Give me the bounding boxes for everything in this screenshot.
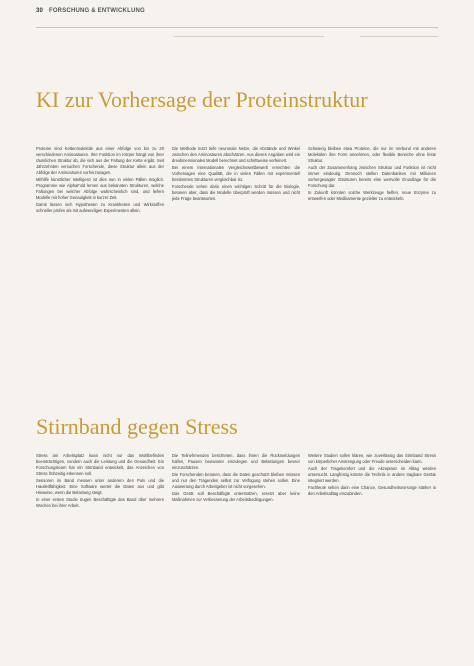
page-number: 30 xyxy=(36,8,44,14)
paragraph: Bei einem internationalen Vergleichswettbewerb erreichten die Vorhersagen eine Qualität, die in vielen Fällen mit experimentell bestimmten Strukturen vergleichbar ist. xyxy=(172,165,300,183)
paragraph: Damit lassen sich Hypothesen zu Krankheiten und Wirkstoffen schneller prüfen als mit aufwendigen Experimenten allein. xyxy=(36,202,164,214)
article1-column-2 xyxy=(172,146,300,372)
paragraph: Auch der Tragekomfort und die Akzeptanz im Alltag werden untersucht. Langfristig könnte die Technik in andere tragbare Geräte integriert werden. xyxy=(308,466,436,484)
paragraph: Weitere Studien sollen klären, wie zuverlässig das Stirnband Stress von körperlicher Anstrengung oder Freude unterscheiden kann. xyxy=(308,453,436,465)
paragraph: Die Teilnehmenden berichteten, dass ihnen die Rückmeldungen halfen, Pausen bewusster einzulegen und Belastungen besser einzuschätzen. xyxy=(172,453,300,471)
paragraph: Proteine sind Kettenmoleküle aus einer Abfolge von bis zu 20 verschiedenen Aminosäuren. Ihre Funktion im Körper hängt von ihrer räumlichen Struktur ab, die sich aus der Faltung der Kette ergibt. Seit Jahrzehnten versuchen Forschende, diese Struktur allein aus der Abfolge der Aminosäuren vorherzusagen. xyxy=(36,146,164,176)
section-title: FORSCHUNG & ENTWICKLUNG xyxy=(48,8,145,14)
article1-column-3 xyxy=(308,146,436,372)
paragraph: Sensoren im Band messen unter anderem den Puls und die Hautleitfähigkeit. Eine Software wertet die Daten aus und gibt Hinweise, wenn die Belastung steigt. xyxy=(36,478,164,496)
article2-column-1 xyxy=(36,453,164,646)
paragraph: Die Methode nutzt tiefe neuronale Netze, die Abstände und Winkel zwischen den Aminosäuren abschätzen. Aus diesen Angaben wird ein dreidimensionales Modell berechnet und schrittweise verfeinert. xyxy=(172,146,300,164)
paragraph: Forschende sehen darin einen wichtigen Schritt für die Biologie, betonen aber, dass die Modelle überprüft werden müssen und nicht jede Frage beantworten. xyxy=(172,184,300,202)
paragraph: Die Forschenden betonen, dass die Daten geschützt bleiben müssen und nur den Tragenden selbst zur Verfügung stehen sollen. Eine Auswertung durch Arbeitgeber ist nicht vorgesehen. xyxy=(172,472,300,490)
page-header xyxy=(36,8,438,22)
paragraph: Mithilfe künstlicher Intelligenz ist dies nun in vielen Fällen möglich. Programme wie AlphaFold lernen aus bekannten Strukturen, welche Faltungen bei welcher Abfolge wahrscheinlich sind, und liefern Modelle mit hoher Genauigkeit in kurzer Zeit. xyxy=(36,177,164,201)
article-headline-stress: Stirnband gegen Stress xyxy=(36,414,238,439)
paragraph: Das Gerät soll Beschäftigte unterstützen, ersetzt aber keine Maßnahmen zur Verbesserung der Arbeitsbedingungen. xyxy=(172,491,300,503)
paragraph: Auch der Zusammenhang zwischen Struktur und Funktion ist nicht immer eindeutig. Dennoch stellen Datenbanken mit Millionen vorhergesagter Strukturen bereits eine wertvolle Grundlage für die Forschung dar. xyxy=(308,165,436,189)
article2-column-2 xyxy=(172,453,300,646)
article1-column-1 xyxy=(36,146,164,372)
paragraph: In einer ersten Studie trugen Beschäftigte das Band über mehrere Wochen bei ihrer Arbeit. xyxy=(36,497,164,509)
paragraph: Fachleute sehen darin eine Chance, Gesundheitsvorsorge stärker in den Arbeitsalltag einzubinden. xyxy=(308,485,436,497)
header-divider-short-right xyxy=(360,36,438,37)
header-divider xyxy=(36,27,438,28)
article-headline-protein: KI zur Vorhersage der Proteinstruktur xyxy=(36,87,368,112)
paragraph: In Zukunft könnten solche Werkzeuge helfen, neue Enzyme zu entwerfen oder Medikamente gezielter zu entwickeln. xyxy=(308,190,436,202)
paragraph: Stress am Arbeitsplatz kann nicht nur das Wohlbefinden beeinträchtigen, sondern auch die Leistung und die Gesundheit. Ein Forschungsteam hat ein Stirnband entwickelt, das Anzeichen von Stress frühzeitig erkennen soll. xyxy=(36,453,164,477)
header-divider-short xyxy=(174,36,324,37)
paragraph: Schwierig bleiben etwa Proteine, die nur im Verbund mit anderen Molekülen ihre Form annehmen, oder flexible Bereiche ohne feste Struktur. xyxy=(308,146,436,164)
article2-column-3 xyxy=(308,453,436,646)
